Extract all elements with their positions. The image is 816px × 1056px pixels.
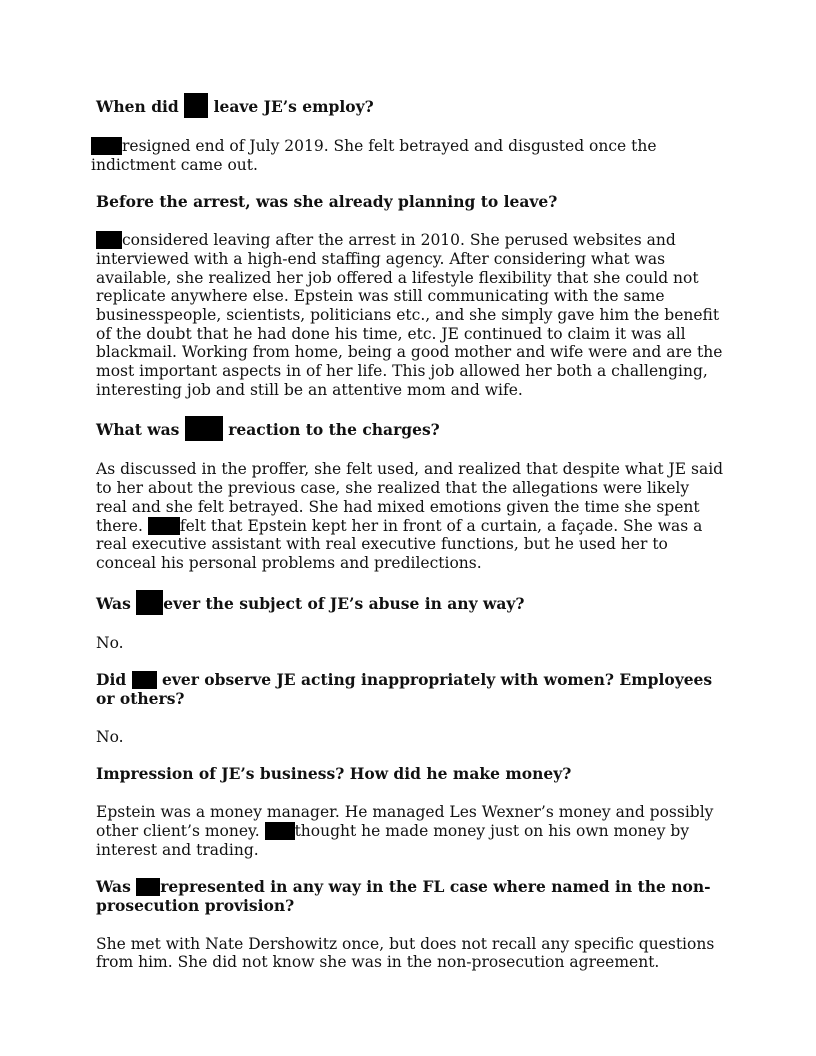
redaction-box bbox=[136, 590, 163, 615]
answer-text: She met with Nate Dershowitz once, but does not recall any specific questions from him. She did not know she was in the non-prosecution agreement. bbox=[96, 934, 715, 972]
question-text: What was bbox=[96, 420, 185, 440]
question-text: Did bbox=[96, 670, 132, 690]
question-text: represented in any way in the FL case where named in the non-prosecution provision? bbox=[96, 877, 711, 915]
question-3 bbox=[96, 416, 724, 441]
question-text: When did bbox=[96, 97, 185, 116]
answer-text: felt that Epstein kept her in front of a curtain, a façade. She was a real executive assistant with real executive functions, but he used her to conceal his personal problems and predilections. bbox=[96, 516, 703, 572]
redaction-box bbox=[136, 878, 160, 896]
question-text: leave JE’s employ? bbox=[208, 97, 374, 116]
redaction-box bbox=[96, 231, 122, 249]
document-page bbox=[91, 93, 724, 972]
answer-3 bbox=[96, 460, 724, 572]
answer-7 bbox=[96, 935, 724, 972]
redaction-box bbox=[148, 517, 180, 535]
answer-text: As discussed in the proffer, she felt used, and realized that despite what JE said to her about the previous case, she realized that the allegations were likely real and she felt betrayed. She had mixed emotions given the time she spent there. bbox=[96, 460, 724, 535]
answer-text: No. bbox=[96, 633, 124, 652]
question-text: ever observe JE acting inappropriately with women? Employees or others? bbox=[96, 670, 713, 709]
answer-text: Epstein was a money manager. He managed Les Wexner’s money and possibly other client’s money. bbox=[96, 803, 714, 840]
redaction-box bbox=[184, 93, 208, 118]
answer-6 bbox=[96, 803, 724, 859]
question-6 bbox=[96, 765, 724, 784]
redaction-box bbox=[132, 671, 157, 689]
redaction-box bbox=[91, 137, 122, 155]
answer-1 bbox=[91, 137, 724, 174]
question-7 bbox=[96, 878, 724, 915]
answer-5 bbox=[96, 728, 724, 747]
question-text: reaction to the charges? bbox=[222, 420, 440, 440]
answer-text: considered leaving after the arrest in 2010. She perused websites and interviewed with a high-end staffing agency. After considering what was available, she realized her job offered a lifestyle flexibility that she could not replicate anywhere else. Epstein was still communicating with the same businesspeople, scientists, politicians etc., and she simply gave him the benefit of the doubt that he had done his time, etc. JE continued to claim it was all blackmail. Working from home, being a good mother and wife were and are the most important aspects in of her life. This job allowed her both a challenging, interesting job and still be an attentive mom and wife. bbox=[96, 231, 723, 399]
question-text: ever the subject of JE’s abuse in any way? bbox=[163, 593, 525, 613]
answer-2 bbox=[96, 231, 724, 399]
question-text: Was bbox=[96, 877, 137, 897]
answer-text: No. bbox=[96, 727, 124, 746]
answer-4 bbox=[96, 634, 724, 653]
question-1 bbox=[96, 93, 724, 118]
question-2 bbox=[96, 193, 724, 212]
redaction-box bbox=[265, 822, 295, 840]
answer-text: thought he made money just on his own money by interest and trading. bbox=[96, 821, 690, 859]
question-5 bbox=[96, 671, 724, 708]
question-text: Before the arrest, was she already planning to leave? bbox=[96, 192, 558, 212]
question-text: Was bbox=[96, 593, 137, 613]
answer-text: resigned end of July 2019. She felt betrayed and disgusted once the indictment came out. bbox=[91, 137, 657, 174]
question-4 bbox=[96, 590, 724, 615]
question-text: Impression of JE’s business? How did he make money? bbox=[96, 764, 572, 784]
redaction-box bbox=[185, 416, 223, 441]
